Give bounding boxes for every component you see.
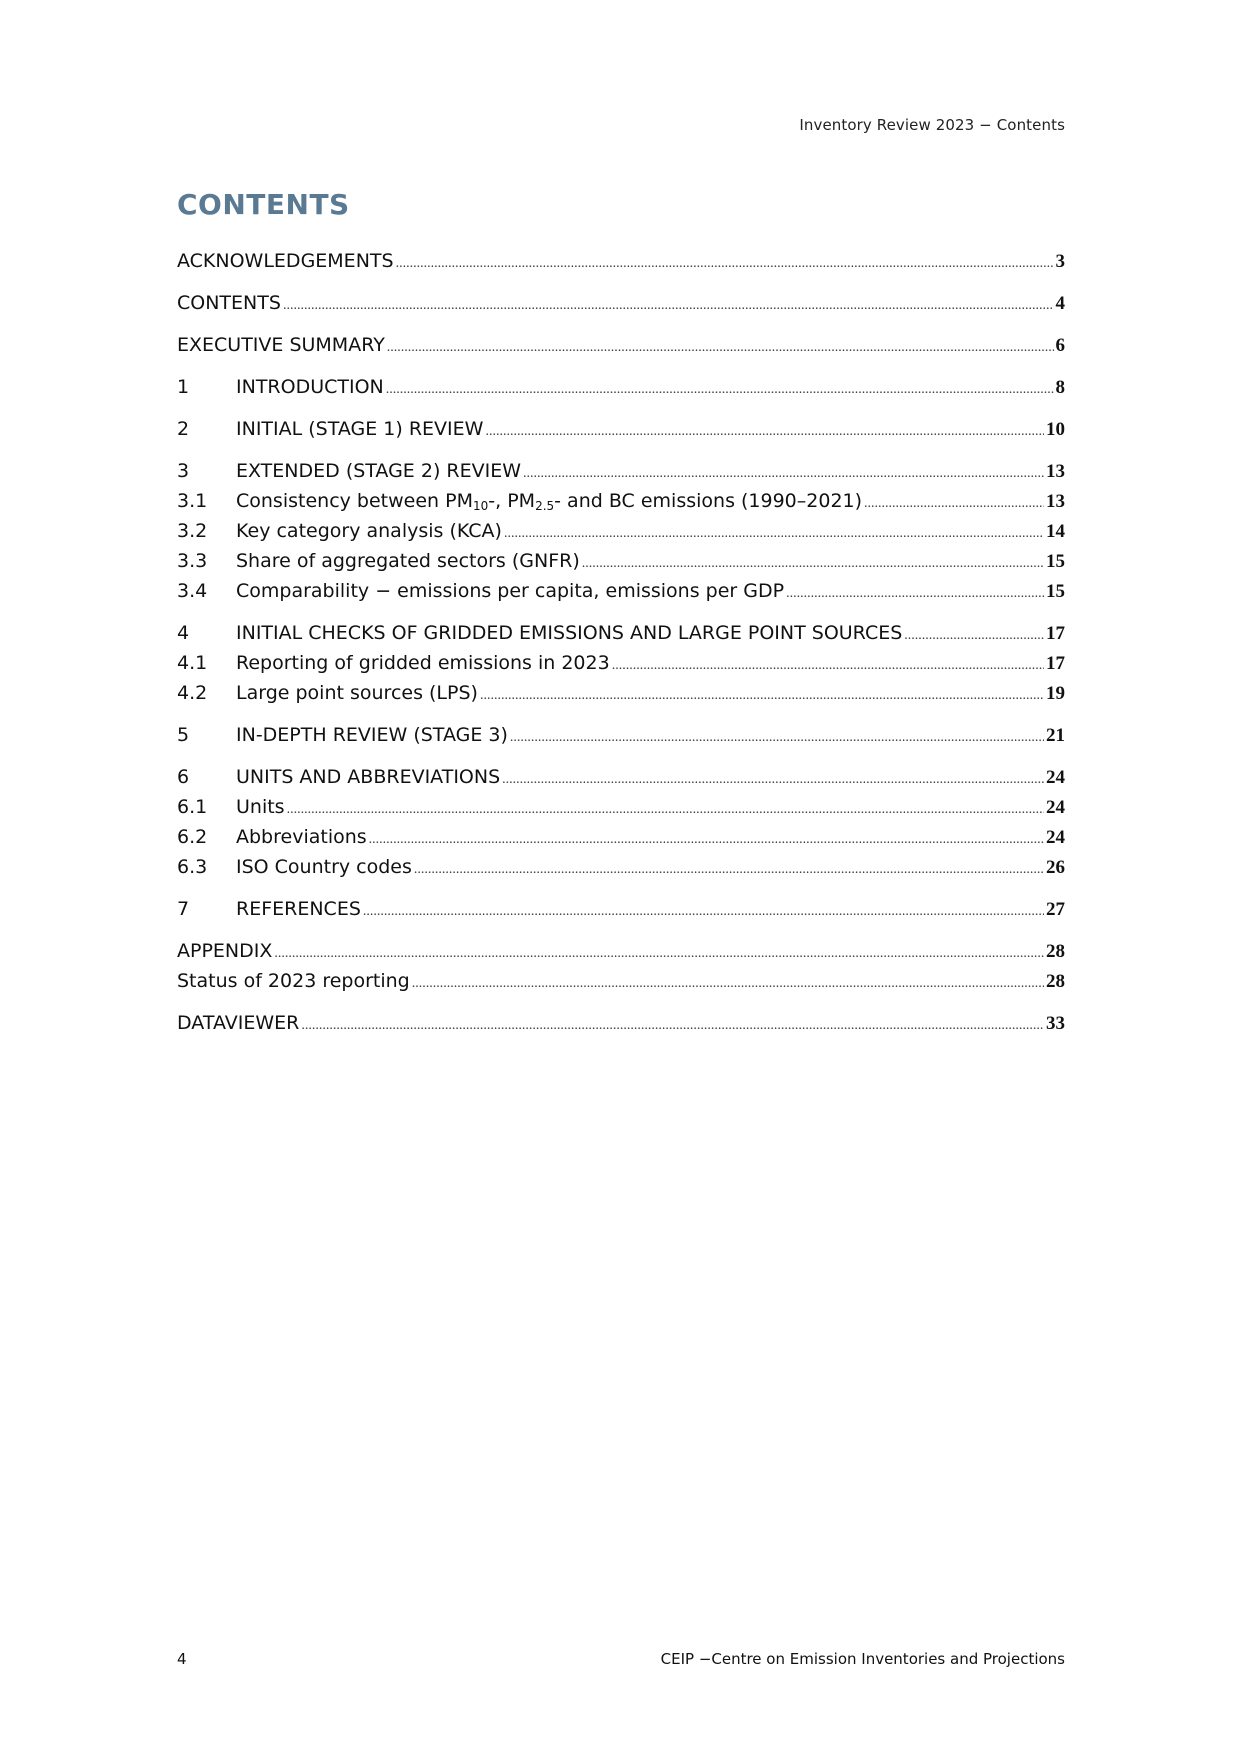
toc-page-number: 21 <box>1046 725 1065 746</box>
toc-section-number: 6.3 <box>177 856 208 878</box>
toc-section-number: 3.1 <box>177 490 208 512</box>
toc-entry-in-depth-review[interactable] <box>177 724 1065 750</box>
toc-entry-text: INITIAL (STAGE 1) REVIEW <box>236 418 484 440</box>
toc-leader-dots <box>523 466 1044 482</box>
toc-page-number: 15 <box>1046 551 1065 572</box>
toc-entry-text: Comparability − emissions per capita, emissions per GDP <box>236 580 785 602</box>
toc-section-number: 4 <box>177 622 190 644</box>
toc-leader-dots <box>363 904 1044 920</box>
toc-page-number: 8 <box>1055 377 1065 398</box>
toc-entry-text: EXTENDED (STAGE 2) REVIEW <box>236 460 521 482</box>
toc-leader-dots <box>582 556 1044 572</box>
toc-page-number: 24 <box>1046 767 1065 788</box>
toc-entry-text: ACKNOWLEDGEMENTS <box>177 250 394 272</box>
toc-page-number: 17 <box>1046 623 1065 644</box>
toc-section-number: 7 <box>177 898 190 920</box>
toc-entry-text: Share of aggregated sectors (GNFR) <box>236 550 580 572</box>
toc-entry-units-abbreviations[interactable] <box>177 766 1065 792</box>
toc-section-number: 6.1 <box>177 796 208 818</box>
toc-entry-text: REFERENCES <box>236 898 361 920</box>
toc-leader-dots <box>504 526 1044 542</box>
toc-page-number: 28 <box>1046 941 1065 962</box>
toc-entry-text: Abbreviations <box>236 826 367 848</box>
toc-section-number: 3.3 <box>177 550 208 572</box>
running-header: Inventory Review 2023 − Contents <box>799 116 1065 134</box>
toc-page-number: 33 <box>1046 1013 1065 1034</box>
toc-entry-text: Consistency between $PM_{10}-$, $PM_{2.5}-$ and BC emissions (1990–2021) <box>236 490 863 513</box>
toc-leader-dots <box>485 424 1044 440</box>
toc-entry-text: Status of 2023 reporting <box>177 970 410 992</box>
toc-entry-text: APPENDIX <box>177 940 273 962</box>
toc-entry-lps[interactable] <box>177 682 1065 708</box>
toc-entry-text: ISO Country codes <box>236 856 412 878</box>
toc-section-number: 3.2 <box>177 520 208 542</box>
toc-entry-units[interactable] <box>177 796 1065 822</box>
toc-entry-iso-codes[interactable] <box>177 856 1065 882</box>
toc-entry-acknowledgements[interactable] <box>177 250 1065 276</box>
toc-entry-contents[interactable] <box>177 292 1065 318</box>
toc-entry-executive-summary[interactable] <box>177 334 1065 360</box>
toc-leader-dots <box>864 496 1044 512</box>
toc-section-number: 6.2 <box>177 826 208 848</box>
toc-page-number: 24 <box>1046 797 1065 818</box>
toc-page-number: 3 <box>1055 251 1065 272</box>
toc-leader-dots <box>786 586 1044 602</box>
toc-leader-dots <box>369 832 1044 848</box>
toc-page-number: 15 <box>1046 581 1065 602</box>
page-title: CONTENTS <box>177 188 350 221</box>
toc-entry-appendix[interactable] <box>177 940 1065 966</box>
toc-entry-kca[interactable] <box>177 520 1065 546</box>
toc-page-number: 6 <box>1055 335 1065 356</box>
toc-leader-dots <box>502 772 1044 788</box>
toc-entry-consistency[interactable] <box>177 490 1065 516</box>
toc-entry-text: DATAVIEWER <box>177 1012 300 1034</box>
toc-page-number: 14 <box>1046 521 1065 542</box>
toc-page-number: 13 <box>1046 461 1065 482</box>
toc-leader-dots <box>612 658 1044 674</box>
toc-entry-text: Units <box>236 796 285 818</box>
toc-section-number: 6 <box>177 766 190 788</box>
toc-leader-dots <box>274 946 1044 962</box>
toc-page-number: 28 <box>1046 971 1065 992</box>
toc-leader-dots <box>412 976 1044 992</box>
toc-entry-text: UNITS AND ABBREVIATIONS <box>236 766 501 788</box>
toc-section-number: 3.4 <box>177 580 208 602</box>
toc-entry-text: EXECUTIVE SUMMARY <box>177 334 385 356</box>
toc-leader-dots <box>386 382 1054 398</box>
toc-page-number: 19 <box>1046 683 1065 704</box>
toc-section-number: 1 <box>177 376 190 398</box>
toc-leader-dots <box>283 298 1054 314</box>
toc-page-number: 27 <box>1046 899 1065 920</box>
toc-entry-text: INITIAL CHECKS OF GRIDDED EMISSIONS AND LARGE POINT SOURCES <box>236 622 903 644</box>
toc-entry-introduction[interactable] <box>177 376 1065 402</box>
toc-entry-gnfr[interactable] <box>177 550 1065 576</box>
toc-leader-dots <box>396 256 1054 272</box>
toc-entry-initial-review[interactable] <box>177 418 1065 444</box>
toc-entry-references[interactable] <box>177 898 1065 924</box>
toc-leader-dots <box>287 802 1044 818</box>
toc-section-number: 3 <box>177 460 190 482</box>
toc-entry-status-reporting[interactable] <box>177 970 1065 996</box>
toc-section-number: 4.1 <box>177 652 208 674</box>
toc-entry-text: IN-DEPTH REVIEW (STAGE 3) <box>236 724 508 746</box>
toc-page-number: 17 <box>1046 653 1065 674</box>
toc-entry-text: Key category analysis (KCA) <box>236 520 502 542</box>
toc-entry-abbreviations[interactable] <box>177 826 1065 852</box>
toc-page-number: 26 <box>1046 857 1065 878</box>
toc-page-number: 10 <box>1046 419 1065 440</box>
toc-entry-gridded-checks[interactable] <box>177 622 1065 648</box>
toc-page-number: 24 <box>1046 827 1065 848</box>
toc-entry-text: CONTENTS <box>177 292 281 314</box>
running-footer: CEIP −Centre on Emission Inventories and Projections <box>660 1650 1065 1668</box>
toc-leader-dots <box>480 688 1044 704</box>
toc-leader-dots <box>414 862 1044 878</box>
toc-entry-text: Reporting of gridded emissions in 2023 <box>236 652 610 674</box>
toc-leader-dots <box>301 1018 1044 1034</box>
toc-page-number: 13 <box>1046 491 1065 512</box>
toc-entry-text: INTRODUCTION <box>236 376 384 398</box>
toc-page-number: 4 <box>1055 293 1065 314</box>
toc-section-number: 5 <box>177 724 190 746</box>
toc-entry-comparability[interactable] <box>177 580 1065 606</box>
toc-leader-dots <box>510 730 1044 746</box>
footer-page-number: 4 <box>177 1650 187 1668</box>
toc-section-number: 2 <box>177 418 190 440</box>
toc-leader-dots <box>904 628 1044 644</box>
toc-entry-dataviewer[interactable] <box>177 1012 1065 1038</box>
toc-entry-text: Large point sources (LPS) <box>236 682 478 704</box>
toc-entry-gridded-reporting[interactable] <box>177 652 1065 678</box>
toc-section-number: 4.2 <box>177 682 208 704</box>
toc-leader-dots <box>387 340 1054 356</box>
toc-entry-extended-review[interactable] <box>177 460 1065 486</box>
